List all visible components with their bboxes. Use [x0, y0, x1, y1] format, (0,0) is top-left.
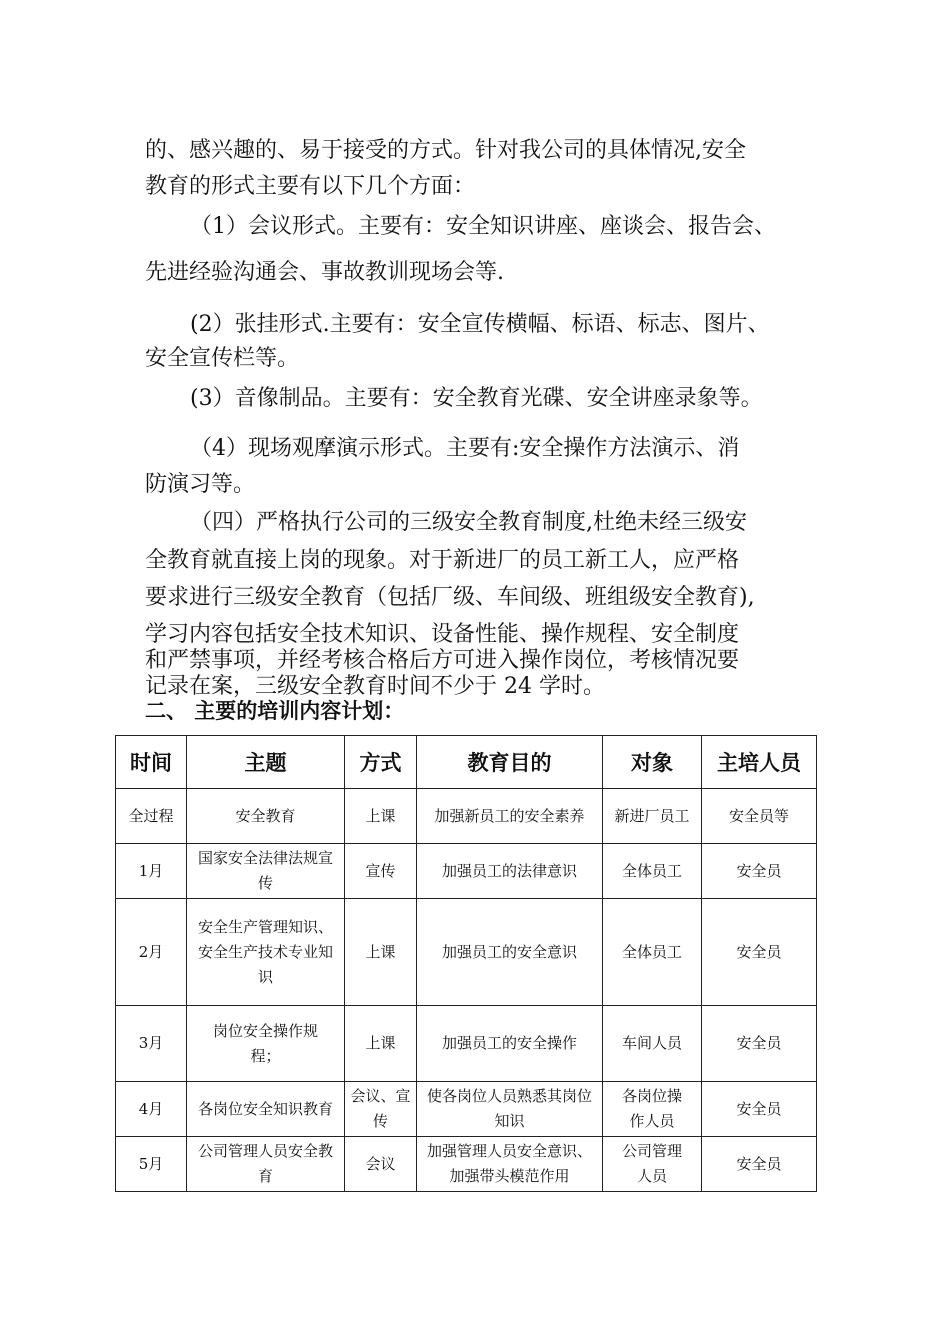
header-purpose: 教育目的	[417, 736, 603, 789]
cell-time: 1月	[116, 844, 187, 899]
paragraph-line: 全教育就直接上岗的现象。对于新进厂的员工新工人，应严格	[145, 548, 740, 573]
cell-topic: 各岗位安全知识教育	[187, 1082, 345, 1137]
cell-audience: 车间人员	[603, 1006, 702, 1082]
table-row	[116, 1006, 817, 1082]
table-row	[116, 789, 817, 844]
cell-method: 会议	[345, 1137, 417, 1192]
cell-time: 5月	[116, 1137, 187, 1192]
cell-method: 上课	[345, 1006, 417, 1082]
cell-trainer: 安全员	[702, 1082, 817, 1137]
cell-purpose: 加强员工的安全意识	[417, 899, 603, 1006]
paragraph-line: （四）严格执行公司的三级安全教育制度,杜绝未经三级安	[190, 510, 747, 535]
paragraph-line: 教育的形式主要有以下几个方面：	[145, 174, 476, 199]
cell-method: 上课	[345, 789, 417, 844]
paragraph-line: (3）音像制品。主要有：安全教育光碟、安全讲座录象等。	[190, 386, 763, 411]
cell-time: 2月	[116, 899, 187, 1006]
paragraph-line: 学习内容包括安全技术知识、设备性能、操作规程、安全制度	[145, 622, 740, 647]
table-row	[116, 844, 817, 899]
cell-purpose: 加强员工的安全操作	[417, 1006, 603, 1082]
cell-topic: 岗位安全操作规程；	[187, 1006, 345, 1082]
cell-time: 全过程	[116, 789, 187, 844]
cell-trainer: 安全员	[702, 1137, 817, 1192]
paragraph-line: 记录在案，三级安全教育时间不少于 24 学时。	[145, 674, 605, 699]
header-method: 方式	[345, 736, 417, 789]
cell-purpose: 加强新员工的安全素养	[417, 789, 603, 844]
header-topic: 主题	[187, 736, 345, 789]
paragraph-line: （1）会议形式。主要有：安全知识讲座、座谈会、报告会、	[190, 214, 776, 239]
cell-method: 上课	[345, 899, 417, 1006]
cell-time: 4月	[116, 1082, 187, 1137]
cell-time: 3月	[116, 1006, 187, 1082]
cell-topic: 安全生产管理知识、安全生产技术专业知识	[187, 899, 345, 1006]
cell-trainer: 安全员	[702, 1006, 817, 1082]
cell-purpose: 加强员工的法律意识	[417, 844, 603, 899]
cell-purpose: 加强管理人员安全意识、加强带头模范作用	[417, 1137, 603, 1192]
table-row	[116, 1082, 817, 1137]
cell-method: 会议、宣传	[345, 1082, 417, 1137]
table-row	[116, 1137, 817, 1192]
cell-audience: 新进厂员工	[603, 789, 702, 844]
cell-trainer: 安全员	[702, 899, 817, 1006]
cell-trainer: 安全员等	[702, 789, 817, 844]
cell-method: 宣传	[345, 844, 417, 899]
cell-audience: 全体员工	[603, 844, 702, 899]
section-heading: 二、 主要的培训内容计划：	[145, 698, 405, 723]
header-audience: 对象	[603, 736, 702, 789]
cell-audience: 各岗位操作人员	[603, 1082, 702, 1137]
cell-topic: 公司管理人员安全教育	[187, 1137, 345, 1192]
paragraph-line: 先进经验沟通会、事故教训现场会等.	[145, 260, 504, 285]
cell-trainer: 安全员	[702, 844, 817, 899]
header-time: 时间	[116, 736, 187, 789]
paragraph-line: （4）现场观摩演示形式。主要有:安全操作方法演示、消	[190, 436, 740, 461]
cell-audience: 全体员工	[603, 899, 702, 1006]
paragraph-line: 要求进行三级安全教育（包括厂级、车间级、班组级安全教育),	[145, 585, 755, 610]
paragraph-line: (2）张挂形式.主要有：安全宣传横幅、标语、标志、图片、	[190, 312, 770, 337]
table-row	[116, 899, 817, 1006]
training-plan-table	[115, 735, 817, 1192]
paragraph-line: 的、感兴趣的、易于接受的方式。针对我公司的具体情况,安全	[145, 138, 746, 163]
header-trainer: 主培人员	[702, 736, 817, 789]
cell-topic: 国家安全法律法规宣传	[187, 844, 345, 899]
table-header-row	[116, 736, 817, 789]
paragraph-line: 和严禁事项，并经考核合格后方可进入操作岗位，考核情况要	[145, 648, 740, 673]
cell-topic: 安全教育	[187, 789, 345, 844]
cell-purpose: 使各岗位人员熟悉其岗位知识	[417, 1082, 603, 1137]
paragraph-line: 防演习等。	[145, 472, 256, 497]
paragraph-line: 安全宣传栏等。	[145, 346, 300, 371]
cell-audience: 公司管理人员	[603, 1137, 702, 1192]
